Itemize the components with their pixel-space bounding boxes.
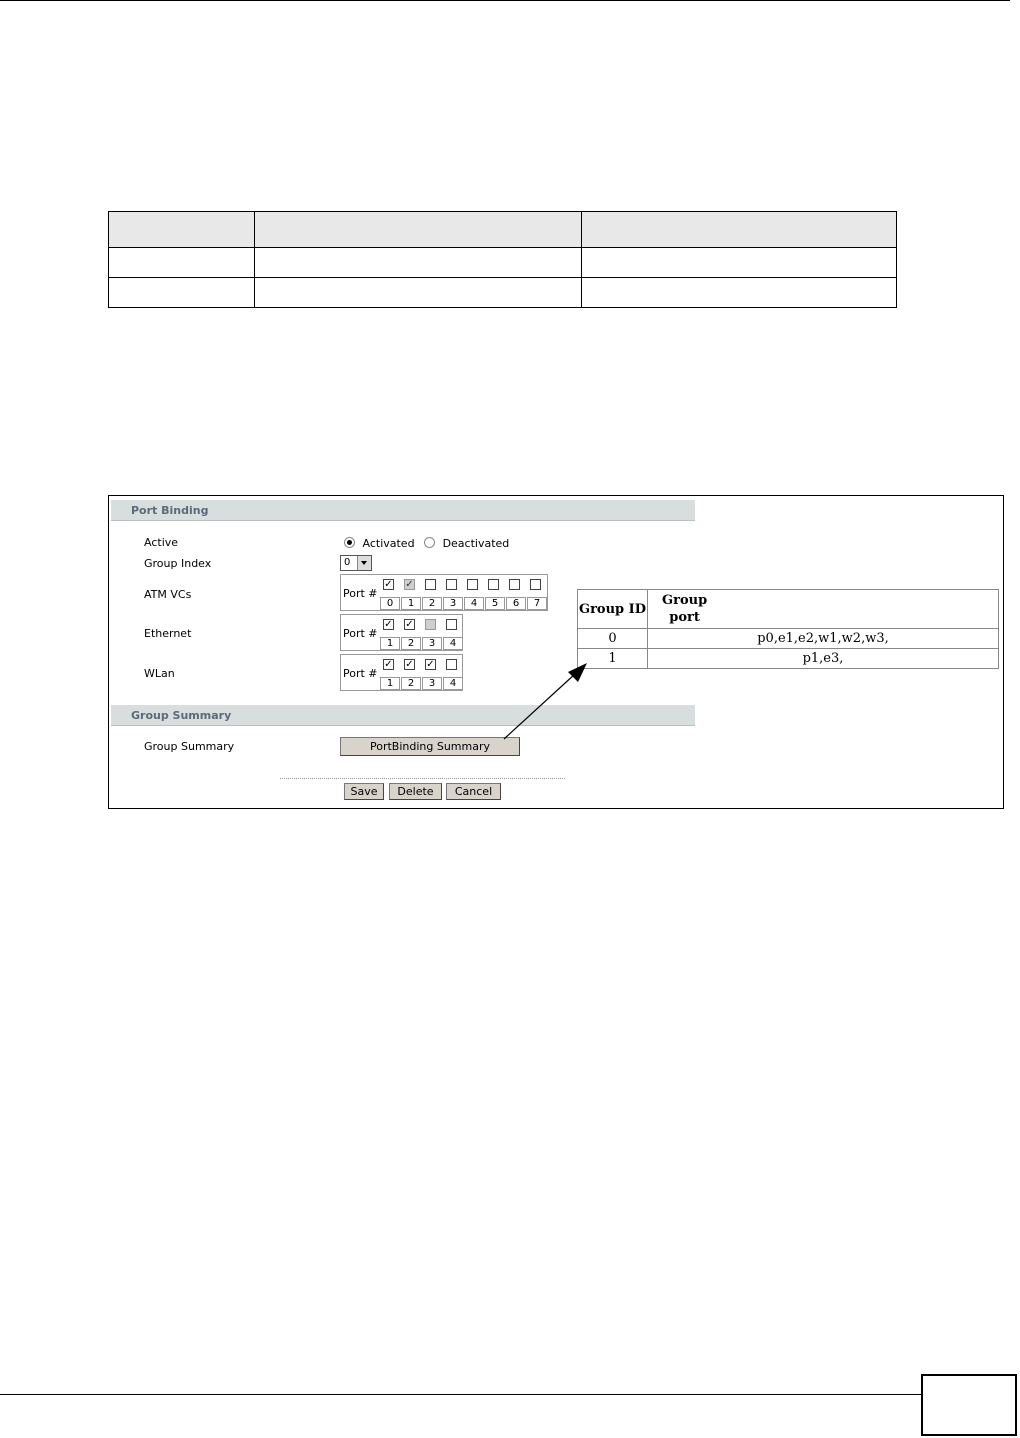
table-header-cell <box>582 212 897 248</box>
table-header-cell <box>255 212 582 248</box>
table-row <box>109 278 897 308</box>
arrow-line <box>504 674 575 739</box>
radio-deactivated-label: Deactivated <box>442 537 510 550</box>
table-cell <box>109 278 255 308</box>
port-label: Port # <box>343 587 378 600</box>
port-label: Port # <box>343 667 378 680</box>
table-cell <box>255 248 582 278</box>
ethernet-port-number: 3 <box>422 637 442 650</box>
wlan-port-number: 4 <box>443 677 463 690</box>
atm-vc-port-number: 6 <box>506 597 526 610</box>
atm-vc-port-number: 4 <box>464 597 484 610</box>
wlan-port-number: 2 <box>401 677 421 690</box>
atm-vc-port-number: 7 <box>527 597 547 610</box>
port-label: Port # <box>343 627 378 640</box>
table-header-cell <box>109 212 255 248</box>
table-cell <box>255 278 582 308</box>
group-id-cell: 0 <box>578 629 648 649</box>
atm-vc-port-number: 5 <box>485 597 505 610</box>
portbinding-summary-button[interactable]: PortBinding Summary <box>340 737 520 756</box>
wlan-port-number: 3 <box>422 677 442 690</box>
delete-button[interactable]: Delete <box>389 783 442 800</box>
table-row <box>109 248 897 278</box>
radio-activated-label: Activated <box>362 537 415 550</box>
table-cell <box>109 248 255 278</box>
ethernet-port-number: 2 <box>401 637 421 650</box>
wlan-label: WLan <box>144 667 175 680</box>
atm-vc-port-number: 2 <box>422 597 442 610</box>
ethernet-port-number: 4 <box>443 637 463 650</box>
atm-vcs-label: ATM VCs <box>144 588 192 601</box>
section-title: Port Binding <box>131 504 209 517</box>
group-index-label: Group Index <box>144 557 212 570</box>
table-cell <box>582 278 897 308</box>
port-binding-screenshot <box>108 495 1004 809</box>
bottom-rule <box>0 1394 922 1395</box>
wlan-port-number: 1 <box>380 677 400 690</box>
active-label: Active <box>144 536 179 549</box>
table-cell <box>582 248 897 278</box>
atm-vc-port-number: 0 <box>380 597 400 610</box>
group-port-cell: p0,e1,e2,w1,w2,w3, <box>648 629 999 649</box>
group-summary-label: Group Summary <box>144 740 235 753</box>
group-id-header: Group ID <box>578 590 648 629</box>
group-port-cell: p1,e3, <box>648 649 999 669</box>
save-button[interactable]: Save <box>344 783 384 800</box>
table-header-row <box>109 212 897 248</box>
atm-vc-port-number: 3 <box>443 597 463 610</box>
group-port-header-text: Group port <box>662 593 708 625</box>
ethernet-port-number: 1 <box>380 637 400 650</box>
group-index-value: 0 <box>344 557 351 568</box>
page-number-box <box>921 1374 1017 1436</box>
arrow-head <box>568 663 587 682</box>
ethernet-label: Ethernet <box>144 627 192 640</box>
callout-arrow <box>109 496 1005 810</box>
group-id-cell: 1 <box>578 649 648 669</box>
ports-table <box>108 211 897 308</box>
atm-vc-port-number: 1 <box>401 597 421 610</box>
section-title: Group Summary <box>131 709 232 722</box>
top-rule <box>0 0 1010 1</box>
cancel-button[interactable]: Cancel <box>446 783 501 800</box>
